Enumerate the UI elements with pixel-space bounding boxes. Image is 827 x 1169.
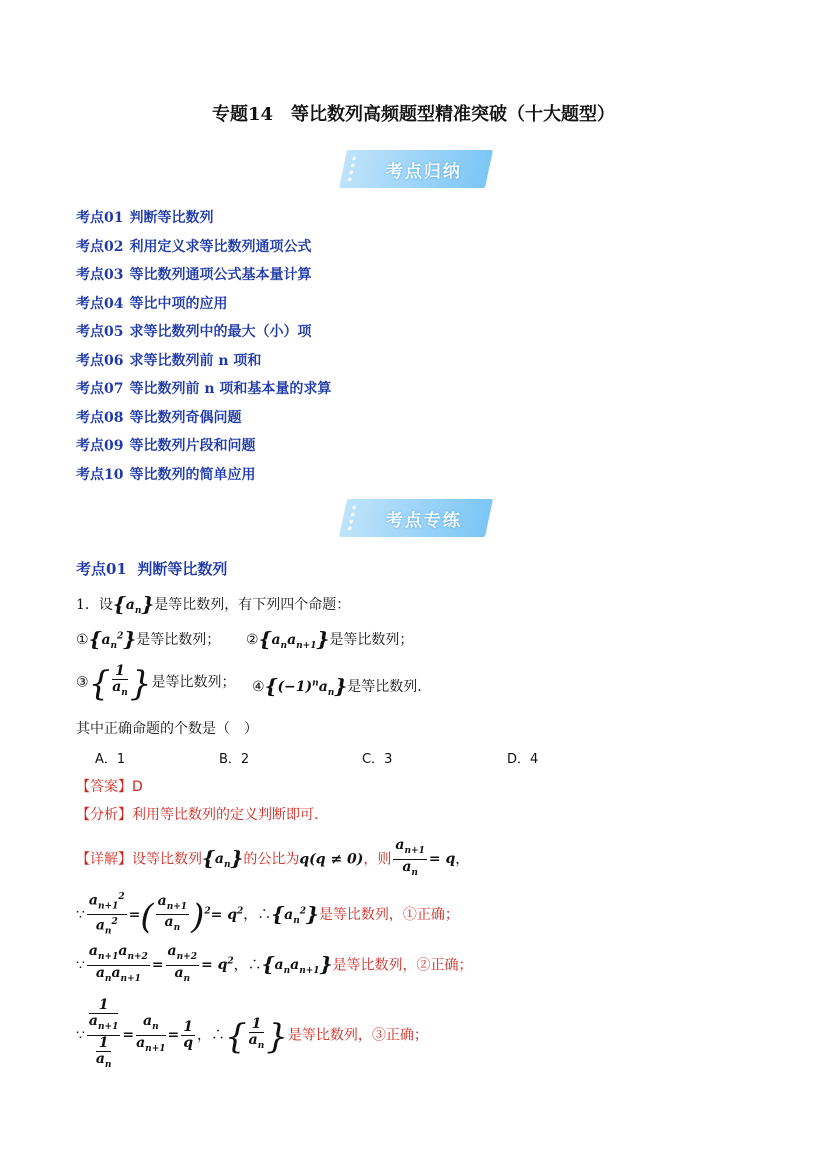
topic-list-item[interactable] bbox=[76, 463, 331, 492]
topic-title: 等比数列前 n 项和基本量的求算 bbox=[129, 381, 332, 397]
choice-a[interactable]: A．1 bbox=[95, 752, 126, 767]
topic-code: 考点05 bbox=[76, 324, 124, 340]
step-2-text: 是等比数列，②正确； bbox=[332, 957, 473, 974]
step-3-text: 是等比数列，③正确； bbox=[287, 1027, 428, 1044]
topic-code: 考点01 bbox=[76, 210, 124, 226]
topic-code: 考点08 bbox=[76, 409, 124, 426]
topic-code: 考点03 bbox=[76, 267, 124, 283]
detail-intro-text: ，则 bbox=[363, 851, 392, 868]
page-title: 专题14 等比数列高频题型精准突破（十大题型） bbox=[211, 104, 616, 125]
step-1-text: 是等比数列，①正确； bbox=[318, 906, 459, 923]
topic-title: 判断等比数列 bbox=[129, 210, 214, 226]
answer-value: D bbox=[132, 779, 143, 795]
step-2-formula: $\frac{a_{n+1}a_{n+2}}{a_na_{n+1}}$ = $\frac{a_{n+2}}{a_n}$ = $q^2$ bbox=[88, 943, 234, 984]
topic-code: 考点04 bbox=[76, 295, 124, 312]
proposition-number: ③ bbox=[76, 674, 89, 691]
topic-code: 考点09 bbox=[76, 438, 124, 454]
proposition-formula: $\{a_na_{n+1}\}$ bbox=[258, 627, 330, 651]
proposition-text: 是等比数列； bbox=[329, 632, 414, 648]
banner-dots-decoration bbox=[346, 504, 358, 532]
topic-list-item[interactable] bbox=[76, 206, 331, 235]
question-stem bbox=[76, 592, 350, 616]
banner-dots-decoration bbox=[346, 155, 358, 183]
analysis-text: 利用等比数列的定义判断即可. bbox=[132, 807, 319, 823]
step-2-sequence: $\{a_na_{n+1}\}$ bbox=[261, 952, 333, 977]
topic-list-item[interactable] bbox=[76, 349, 331, 378]
because-symbol: ∵ bbox=[76, 957, 85, 974]
section-banner-summary bbox=[339, 150, 493, 188]
proposition-text: 是等比数列； bbox=[151, 674, 236, 691]
topic-title: 等比数列片段和问题 bbox=[129, 438, 256, 454]
topic-list-item[interactable] bbox=[76, 235, 331, 264]
detail-step-3: ∵ $\frac{\frac{1}{a_{n+1}}}{\frac{1}{a_n}}$ = $\frac{a_n}{a_{n+1}}$ = $\frac{1}{q}$ ，∴{ $\frac{1}{a_n}$ }是等比数列，③正确； bbox=[76, 997, 428, 1070]
detail-intro: 【详解】设等比数列$\{a_n\}$的公比为q(q ≠ 0)，则 $\frac{a_{n+1}}{a_n}$ = q， bbox=[76, 837, 470, 878]
step-3-formula: $\frac{\frac{1}{a_{n+1}}}{\frac{1}{a_n}}$ = $\frac{a_n}{a_{n+1}}$ = $\frac{1}{q}$ bbox=[88, 997, 194, 1070]
topic-list-item[interactable] bbox=[76, 263, 331, 292]
proposition-formula: $\{a_n^2\}$ bbox=[88, 627, 137, 651]
sequence-an-formula: $\{a_n\}$ bbox=[202, 846, 244, 871]
topic-code: 考点02 bbox=[76, 238, 124, 255]
step-1-formula: $\frac{a_{n+1}^2}{a_n^2}$ =( $\frac{a_{n+1}}{a_n}$ )$^2= q^2$ bbox=[88, 892, 244, 937]
topic-list-item[interactable] bbox=[76, 377, 331, 406]
proposition-2 bbox=[246, 627, 413, 651]
topic-code: 考点06 bbox=[76, 352, 124, 369]
question-ask: 其中正确命题的个数是（ ） bbox=[76, 721, 258, 737]
stem-suffix: 是等比数列，有下列四个命题： bbox=[154, 597, 351, 613]
section-code: 考点01 bbox=[76, 560, 127, 578]
proposition-number: ② bbox=[246, 632, 259, 648]
section-title: 判断等比数列 bbox=[137, 560, 228, 578]
topic-list-item[interactable] bbox=[76, 434, 331, 463]
step-3-sequence: { $\frac{1}{a_n}$ } bbox=[225, 1015, 288, 1058]
analysis-tag: 【分析】 bbox=[76, 807, 132, 823]
answer-tag: 【答案】 bbox=[76, 779, 132, 795]
ratio-q-formula: q(q ≠ 0) bbox=[299, 851, 364, 868]
choice-b[interactable]: B．2 bbox=[219, 752, 250, 767]
sequence-an-formula: $\{a_n\}$ bbox=[112, 592, 155, 616]
topic-title: 等比数列奇偶问题 bbox=[129, 409, 242, 426]
topic-title: 等比数列的简单应用 bbox=[129, 466, 256, 483]
topic-title: 等比数列通项公式基本量计算 bbox=[129, 267, 312, 283]
topic-list-item[interactable] bbox=[76, 292, 331, 321]
topic-code: 考点10 bbox=[76, 466, 124, 483]
detail-intro-text: 设等比数列 bbox=[132, 851, 202, 868]
proposition-text: 是等比数列. bbox=[347, 679, 422, 695]
proposition-number: ④ bbox=[252, 679, 265, 695]
topic-list-item[interactable] bbox=[76, 406, 331, 435]
proposition-3 bbox=[76, 664, 235, 704]
proposition-number: ① bbox=[76, 632, 89, 648]
proposition-formula: { $\frac{1}{a_n}$ } bbox=[88, 663, 152, 705]
proposition-text: 是等比数列； bbox=[136, 632, 221, 648]
choice-d[interactable]: D．4 bbox=[507, 752, 539, 767]
because-symbol: ∵ bbox=[76, 1027, 85, 1044]
ratio-definition-formula: $\frac{a_{n+1}}{a_n}$ = q bbox=[395, 837, 456, 878]
detail-step-2: ∵ $\frac{a_{n+1}a_{n+2}}{a_na_{n+1}}$ = $\frac{a_{n+2}}{a_n}$ = $q^2$，$\therefore\{a_na_{n+1}\}$是等比数列，②正确； bbox=[76, 943, 473, 984]
section-banner-practice bbox=[339, 499, 493, 537]
topic-title: 求等比数列中的最大（小）项 bbox=[129, 324, 312, 340]
detail-tag: 【详解】 bbox=[76, 851, 132, 868]
stem-prefix: 1．设 bbox=[76, 597, 113, 613]
detail-intro-text: 的公比为 bbox=[243, 851, 300, 868]
detail-step-1: ∵ $\frac{a_{n+1}^2}{a_n^2}$ =( $\frac{a_{n+1}}{a_n}$ )$^2= q^2$，$\therefore\{a_n^2\}$是等比数列，①正确； bbox=[76, 892, 459, 937]
topic-list bbox=[76, 206, 331, 491]
section-heading bbox=[76, 558, 227, 579]
proposition-formula: $\{(-1)^na_n\}$ bbox=[264, 674, 348, 698]
step-1-sequence: $\{a_n^2\}$ bbox=[271, 901, 319, 926]
topic-title: 求等比数列前 n 项和 bbox=[129, 352, 262, 369]
topic-code: 考点07 bbox=[76, 381, 124, 397]
answer-line bbox=[76, 776, 143, 796]
banner-label: 考点专练 bbox=[385, 511, 462, 531]
proposition-4 bbox=[252, 674, 422, 698]
proposition-1 bbox=[76, 627, 220, 651]
topic-list-item[interactable] bbox=[76, 320, 331, 349]
topic-title: 利用定义求等比数列通项公式 bbox=[129, 238, 312, 255]
because-symbol: ∵ bbox=[76, 906, 85, 923]
analysis-line bbox=[76, 804, 318, 824]
choice-c[interactable]: C．3 bbox=[362, 752, 393, 767]
banner-label: 考点归纳 bbox=[385, 162, 462, 182]
topic-title: 等比中项的应用 bbox=[129, 295, 228, 312]
